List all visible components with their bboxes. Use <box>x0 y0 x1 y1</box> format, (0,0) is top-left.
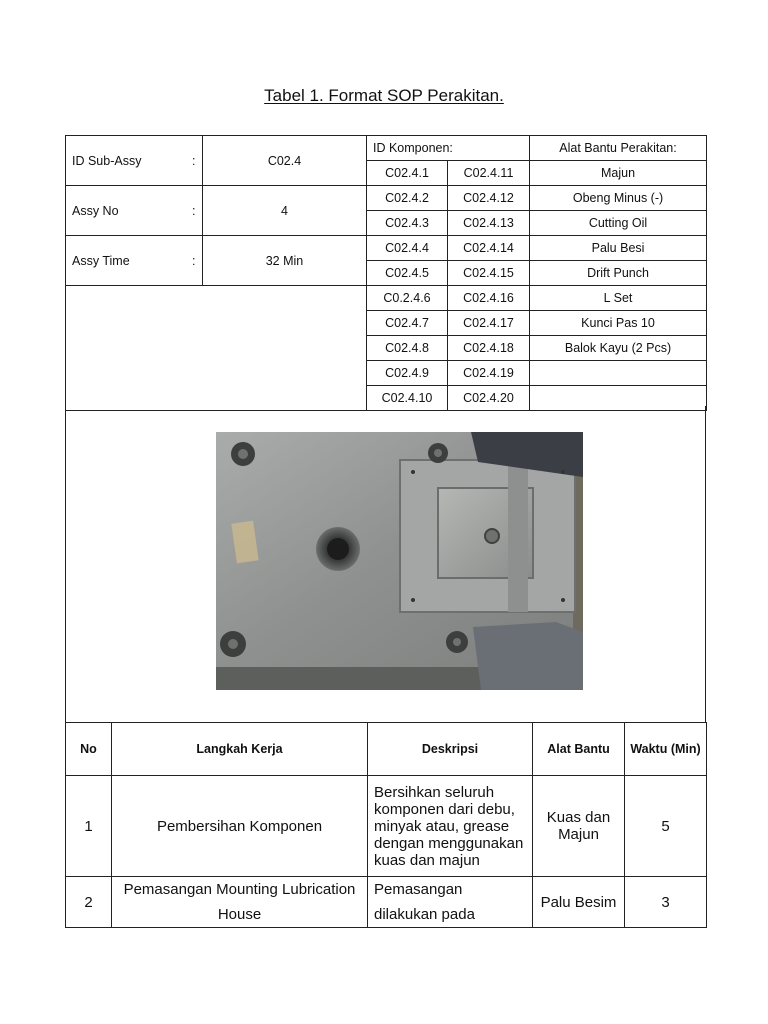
assy-no-colon: : <box>192 203 196 218</box>
assy-time-label: Assy Time <box>72 253 130 268</box>
assy-time-value: 32 Min <box>203 236 367 286</box>
tool-cell: Majun <box>530 161 707 186</box>
step-name: Pemasangan Mounting Lubrication House <box>112 877 368 928</box>
assembly-photo-cell <box>65 406 706 723</box>
component-cell: C02.4.4 <box>367 236 448 261</box>
assy-no-value: 4 <box>203 186 367 236</box>
step-name: Pembersihan Komponen <box>112 776 368 877</box>
assembly-info-table <box>65 135 707 411</box>
assy-no-label: Assy No <box>72 203 119 218</box>
step-tool: Kuas dan Majun <box>533 776 625 877</box>
tool-cell: Palu Besi <box>530 236 707 261</box>
step-tool: Palu Besim <box>533 877 625 928</box>
component-cell: C02.4.15 <box>448 261 530 286</box>
component-cell: C02.4.2 <box>367 186 448 211</box>
steps-header-row <box>66 723 707 776</box>
header-no: No <box>66 723 112 776</box>
step-no: 2 <box>66 877 112 928</box>
component-cell: C02.4.9 <box>367 361 448 386</box>
assembly-photo <box>216 432 583 690</box>
component-cell: C02.4.19 <box>448 361 530 386</box>
assy-time-label-cell <box>66 236 203 286</box>
step-time: 5 <box>625 776 707 877</box>
tool-cell: L Set <box>530 286 707 311</box>
component-cell: C02.4.13 <box>448 211 530 236</box>
component-cell: C02.4.5 <box>367 261 448 286</box>
table-row <box>66 776 707 877</box>
tool-cell: Kunci Pas 10 <box>530 311 707 336</box>
step-description: Pemasangan dilakukan pada <box>368 877 533 928</box>
header-description: Deskripsi <box>368 723 533 776</box>
tool-cell: Cutting Oil <box>530 211 707 236</box>
table-row <box>66 877 707 928</box>
header-step: Langkah Kerja <box>112 723 368 776</box>
step-no: 1 <box>66 776 112 877</box>
component-cell: C0.2.4.6 <box>367 286 448 311</box>
document-title <box>0 86 768 106</box>
component-cell: C02.4.3 <box>367 211 448 236</box>
component-cell: C02.4.10 <box>367 386 448 411</box>
document-title-text: Tabel 1. Format SOP Perakitan. <box>264 86 504 105</box>
work-steps-table <box>65 722 707 928</box>
assy-no-label-cell <box>66 186 203 236</box>
component-cell: C02.4.20 <box>448 386 530 411</box>
component-cell: C02.4.14 <box>448 236 530 261</box>
component-cell: C02.4.12 <box>448 186 530 211</box>
tool-cell: Obeng Minus (-) <box>530 186 707 211</box>
components-header: ID Komponen: <box>367 136 530 161</box>
component-cell: C02.4.17 <box>448 311 530 336</box>
sub-assy-label-cell <box>66 136 203 186</box>
component-cell: C02.4.7 <box>367 311 448 336</box>
assy-time-colon: : <box>192 253 196 268</box>
component-cell: C02.4.1 <box>367 161 448 186</box>
empty-info-cell <box>66 286 367 411</box>
sub-assy-colon: : <box>192 153 196 168</box>
component-cell: C02.4.16 <box>448 286 530 311</box>
tool-cell <box>530 361 707 386</box>
component-cell: C02.4.11 <box>448 161 530 186</box>
tool-cell: Balok Kayu (2 Pcs) <box>530 336 707 361</box>
step-time: 3 <box>625 877 707 928</box>
component-cell: C02.4.18 <box>448 336 530 361</box>
header-tool: Alat Bantu <box>533 723 625 776</box>
step-description: Bersihkan seluruh komponen dari debu, minyak atau, grease dengan menggunakan kuas dan majun <box>368 776 533 877</box>
tools-header: Alat Bantu Perakitan: <box>530 136 707 161</box>
component-cell: C02.4.8 <box>367 336 448 361</box>
header-time: Waktu (Min) <box>625 723 707 776</box>
sub-assy-label: ID Sub-Assy <box>72 153 142 168</box>
tool-cell: Drift Punch <box>530 261 707 286</box>
sub-assy-value: C02.4 <box>203 136 367 186</box>
assembly-photo-image <box>216 432 583 690</box>
